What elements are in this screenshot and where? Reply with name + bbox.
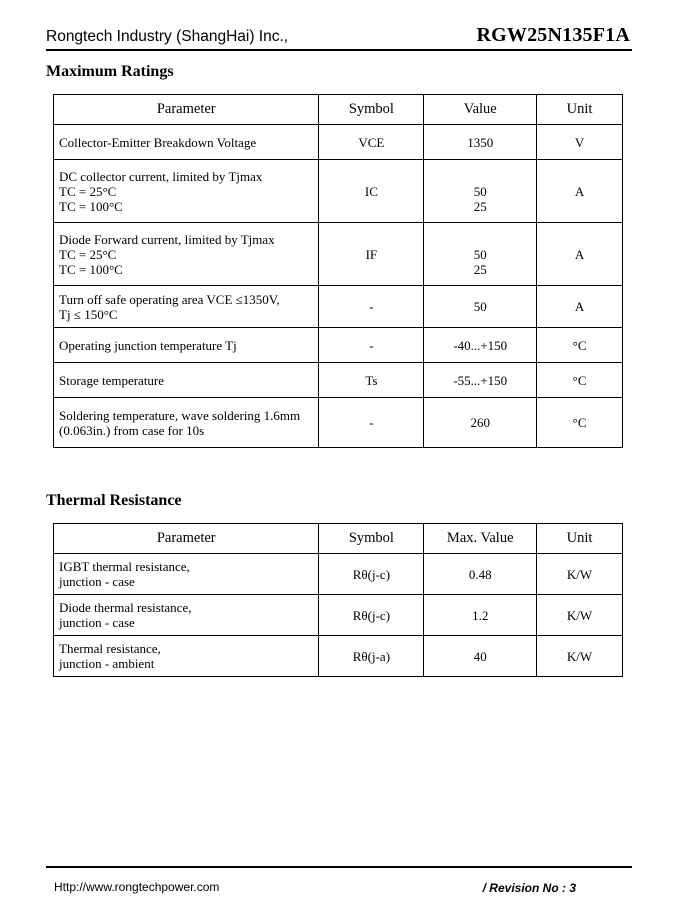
column-header: Unit	[537, 524, 623, 554]
value-cell	[424, 160, 537, 223]
value-line: 1350	[467, 134, 494, 150]
param-line: junction - ambient	[59, 656, 155, 671]
param-line: TC = 25°C	[59, 183, 117, 199]
table-row	[54, 328, 623, 363]
param-line: Turn off safe operating area VCE ≤1350V,	[59, 291, 280, 307]
max-ratings-title: Maximum Ratings	[46, 63, 174, 80]
symbol-cell: Ts	[319, 363, 424, 398]
value-cell	[424, 286, 537, 328]
footer-rule	[46, 866, 632, 868]
value-cell	[424, 328, 537, 363]
unit-cell: °C	[537, 398, 623, 448]
symbol-cell: Rθ(j-c)	[319, 595, 424, 636]
column-header: Parameter	[54, 95, 319, 125]
thermal-resistance-table	[53, 523, 623, 677]
param-line: Operating junction temperature Tj	[59, 337, 237, 353]
table-row	[54, 125, 623, 160]
revision-number: / Revision No : 3	[482, 881, 576, 895]
value-cell	[424, 398, 537, 448]
param-cell	[54, 398, 319, 448]
param-line: Collector-Emitter Breakdown Voltage	[59, 134, 257, 150]
header-rule	[46, 49, 632, 51]
param-cell	[54, 160, 319, 223]
table-row	[54, 223, 623, 286]
value-line: -55...+150	[453, 372, 508, 388]
table-row	[54, 636, 623, 677]
unit-cell: °C	[537, 328, 623, 363]
unit-cell: K/W	[537, 554, 623, 595]
symbol-cell: -	[319, 286, 424, 328]
unit-cell: K/W	[537, 595, 623, 636]
page-header	[46, 24, 632, 50]
symbol-cell: -	[319, 328, 424, 363]
unit-cell: A	[537, 286, 623, 328]
value-line: -40...+150	[453, 337, 508, 353]
param-cell	[54, 223, 319, 286]
param-line: junction - case	[59, 615, 135, 630]
unit-cell: K/W	[537, 636, 623, 677]
thermal-resistance-title: Thermal Resistance	[46, 492, 182, 509]
symbol-cell: Rθ(j-a)	[319, 636, 424, 677]
part-number: RGW25N135F1A	[476, 24, 630, 46]
value-line: 50	[473, 299, 487, 314]
value-cell	[424, 363, 537, 398]
table-row	[54, 398, 623, 448]
param-line: IGBT thermal resistance,	[59, 559, 190, 574]
value-cell	[424, 223, 537, 286]
symbol-cell: -	[319, 398, 424, 448]
param-line: DC collector current, limited by Tjmax	[59, 168, 263, 184]
symbol-cell: IF	[319, 223, 424, 286]
unit-cell: A	[537, 160, 623, 223]
param-line: Diode Forward current, limited by Tjmax	[59, 231, 275, 247]
value-cell: 1.2	[424, 595, 537, 636]
value-cell	[424, 125, 537, 160]
param-line: TC = 25°C	[59, 246, 117, 262]
unit-cell: V	[537, 125, 623, 160]
symbol-cell: Rθ(j-c)	[319, 554, 424, 595]
value-line: 50	[473, 183, 487, 199]
company-name: Rongtech Industry (ShangHai) Inc.,	[46, 28, 289, 45]
param-cell	[54, 636, 319, 677]
column-header: Unit	[537, 95, 623, 125]
column-header: Symbol	[319, 524, 424, 554]
param-cell	[54, 595, 319, 636]
param-line: Tj ≤ 150°C	[59, 306, 118, 322]
column-header: Symbol	[319, 95, 424, 125]
param-line: (0.063in.) from case for 10s	[59, 422, 205, 438]
table-row	[54, 554, 623, 595]
max-ratings-table	[53, 94, 623, 448]
website-url: Http://www.rongtechpower.com	[54, 880, 220, 894]
value-line: 50	[473, 246, 487, 262]
param-cell	[54, 125, 319, 160]
symbol-cell: IC	[319, 160, 424, 223]
param-line: Soldering temperature, wave soldering 1.6mm	[59, 407, 301, 423]
param-line: TC = 100°C	[59, 198, 123, 214]
unit-cell: °C	[537, 363, 623, 398]
symbol-cell: VCE	[319, 125, 424, 160]
param-cell	[54, 328, 319, 363]
table-header-row	[54, 95, 623, 125]
param-line: Storage temperature	[59, 372, 165, 388]
param-cell	[54, 286, 319, 328]
table-row	[54, 595, 623, 636]
column-header: Max. Value	[424, 524, 537, 554]
param-cell	[54, 363, 319, 398]
param-line: Diode thermal resistance,	[59, 600, 192, 615]
value-line: 25	[473, 198, 487, 214]
param-line: junction - case	[59, 574, 135, 589]
column-header: Value	[424, 95, 537, 125]
table-row	[54, 160, 623, 223]
column-header: Parameter	[54, 524, 319, 554]
value-line: 260	[470, 415, 490, 430]
value-line: 25	[473, 261, 487, 277]
value-cell: 0.48	[424, 554, 537, 595]
param-cell	[54, 554, 319, 595]
table-row	[54, 286, 623, 328]
value-cell: 40	[424, 636, 537, 677]
table-header-row	[54, 524, 623, 554]
unit-cell: A	[537, 223, 623, 286]
param-line: Thermal resistance,	[59, 641, 161, 656]
table-row	[54, 363, 623, 398]
param-line: TC = 100°C	[59, 261, 123, 277]
